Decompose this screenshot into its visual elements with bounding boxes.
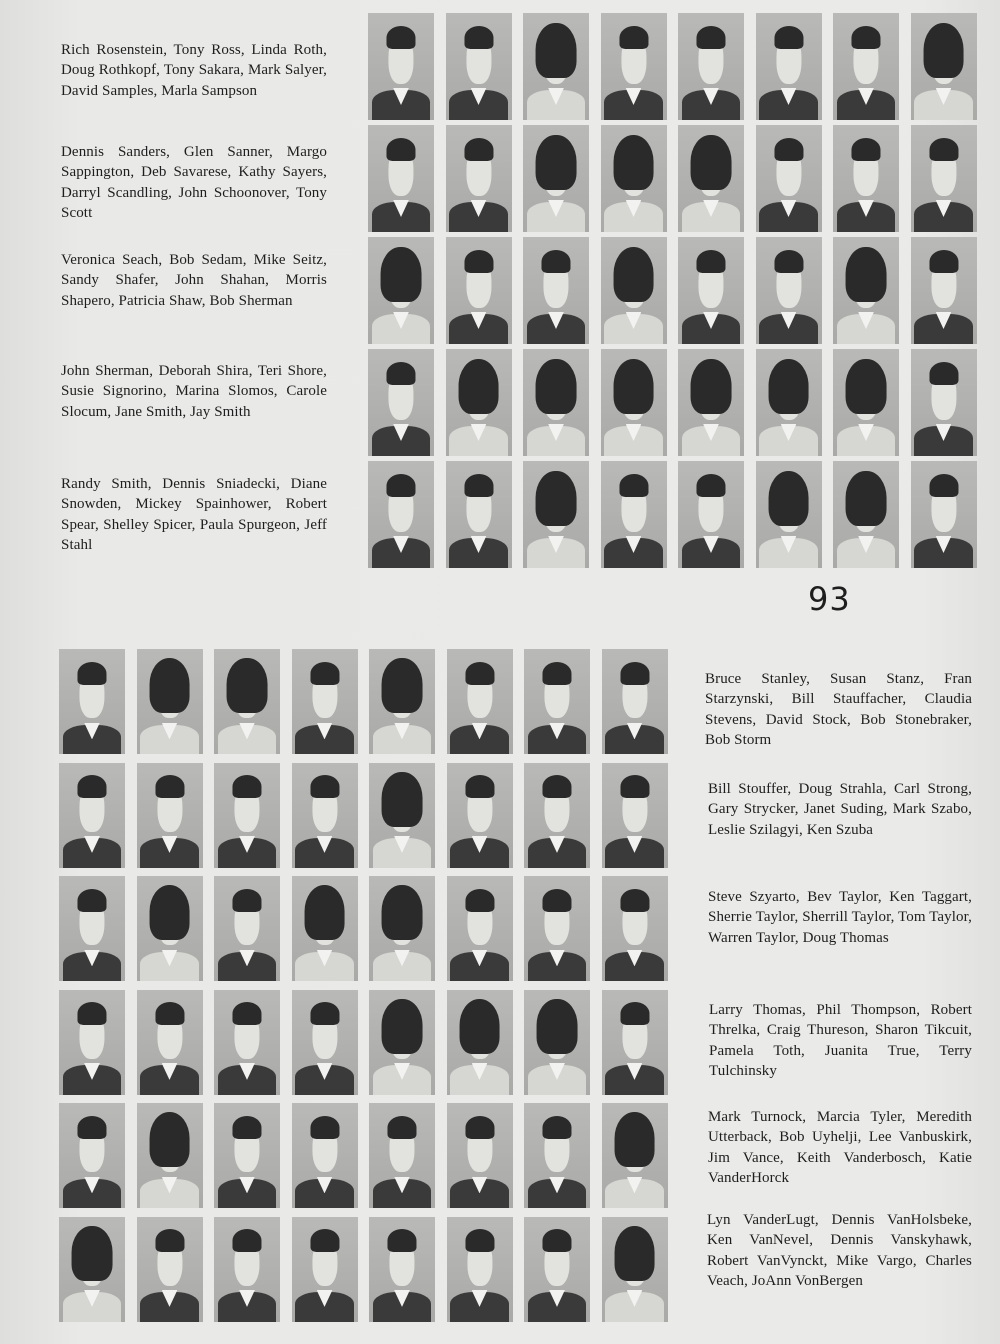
portrait-hair [382, 885, 423, 940]
portrait-hair [542, 662, 571, 685]
student-portrait [137, 763, 203, 868]
student-portrait [447, 763, 513, 868]
portrait-hair [382, 772, 423, 827]
student-portrait [833, 13, 899, 120]
student-portrait [524, 649, 590, 754]
portrait-hair [851, 26, 880, 50]
student-portrait [833, 349, 899, 456]
student-portrait [59, 876, 125, 981]
student-portrait [602, 1103, 668, 1208]
portrait-hair [851, 138, 880, 162]
student-portrait [292, 649, 358, 754]
bottom-photo-grid [59, 649, 668, 1322]
student-portrait [214, 876, 280, 981]
caption-top-2: Dennis Sanders, Glen Sanner, Margo Sappington, Deb Savarese, Kathy Sayers, Darryl Scandling, John Schoonover, Tony Scott [61, 144, 327, 221]
student-portrait [678, 349, 744, 456]
student-portrait [678, 125, 744, 232]
portrait-hair [620, 775, 649, 798]
portrait-hair [465, 889, 494, 912]
portrait-hair [620, 1002, 649, 1025]
portrait-hair [386, 138, 415, 162]
student-portrait [523, 237, 589, 344]
student-portrait [292, 763, 358, 868]
portrait-hair [387, 1229, 416, 1252]
student-portrait [524, 990, 590, 1095]
student-portrait [833, 461, 899, 568]
student-portrait [602, 763, 668, 868]
student-portrait [446, 349, 512, 456]
portrait-hair [536, 135, 577, 191]
portrait-hair [232, 1116, 261, 1139]
portrait-hair [542, 1116, 571, 1139]
portrait-hair [386, 26, 415, 50]
portrait-hair [310, 1116, 339, 1139]
portrait-hair [304, 885, 345, 940]
student-portrait [369, 876, 435, 981]
student-portrait [446, 461, 512, 568]
portrait-hair [620, 889, 649, 912]
portrait-hair [155, 775, 184, 798]
student-portrait [214, 1217, 280, 1322]
student-portrait [523, 461, 589, 568]
student-portrait [602, 876, 668, 981]
portrait-hair [614, 1226, 655, 1281]
portrait-hair [232, 889, 261, 912]
portrait-hair [614, 1112, 655, 1167]
student-portrait [368, 461, 434, 568]
portrait-hair [77, 1116, 106, 1139]
portrait-hair [310, 1229, 339, 1252]
portrait-hair [537, 999, 578, 1054]
portrait-hair [464, 250, 493, 274]
student-portrait [292, 1217, 358, 1322]
portrait-hair [464, 26, 493, 50]
caption-top-5: Randy Smith, Dennis Sniadecki, Diane Snowden, Mickey Spainhower, Robert Spear, Shelley Spicer, Paula Spurgeon, Jeff Stahl [61, 476, 327, 553]
portrait-hair [536, 359, 577, 415]
portrait-hair [149, 658, 190, 713]
portrait-hair [465, 1116, 494, 1139]
portrait-hair [542, 889, 571, 912]
student-portrait [368, 125, 434, 232]
portrait-hair [310, 662, 339, 685]
caption-bottom-3: Steve Szyarto, Bev Taylor, Ken Taggart, Sherrie Taylor, Sherrill Taylor, Tom Taylor, Warren Taylor, Doug Thomas [708, 889, 972, 946]
portrait-hair [929, 138, 958, 162]
portrait-hair [774, 138, 803, 162]
student-portrait [368, 13, 434, 120]
student-portrait [447, 649, 513, 754]
portrait-hair [387, 1116, 416, 1139]
student-portrait [59, 1103, 125, 1208]
portrait-hair [542, 775, 571, 798]
student-portrait [756, 237, 822, 344]
portrait-hair [929, 250, 958, 274]
portrait-hair [929, 362, 958, 386]
student-portrait [369, 990, 435, 1095]
portrait-hair [691, 135, 732, 191]
student-portrait [446, 237, 512, 344]
student-portrait [601, 13, 667, 120]
portrait-hair [613, 247, 654, 303]
student-portrait [678, 237, 744, 344]
portrait-hair [382, 999, 423, 1054]
page-number: 93 [808, 580, 851, 618]
student-portrait [602, 649, 668, 754]
portrait-hair [232, 1002, 261, 1025]
portrait-hair [923, 23, 964, 79]
student-portrait [292, 876, 358, 981]
student-portrait [137, 876, 203, 981]
portrait-hair [774, 26, 803, 50]
portrait-hair [155, 1229, 184, 1252]
caption-top-3: Veronica Seach, Bob Sedam, Mike Seitz, Sandy Shafer, John Shahan, Morris Shapero, Patricia Shaw, Bob Sherman [61, 252, 327, 309]
portrait-hair [310, 775, 339, 798]
portrait-hair [382, 658, 423, 713]
student-portrait [214, 763, 280, 868]
student-portrait [368, 349, 434, 456]
portrait-hair [691, 359, 732, 415]
portrait-hair [846, 359, 887, 415]
caption-top-1: Rich Rosenstein, Tony Ross, Linda Roth, Doug Rothkopf, Tony Sakara, Mark Salyer, David Samples, Marla Sampson [61, 42, 327, 99]
portrait-hair [232, 775, 261, 798]
student-portrait [524, 1103, 590, 1208]
portrait-hair [464, 138, 493, 162]
portrait-hair [149, 885, 190, 940]
student-portrait [756, 349, 822, 456]
portrait-hair [846, 247, 887, 303]
portrait-hair [542, 1229, 571, 1252]
portrait-hair [620, 662, 649, 685]
student-portrait [678, 13, 744, 120]
student-portrait [137, 990, 203, 1095]
student-portrait [368, 237, 434, 344]
student-portrait [59, 763, 125, 868]
portrait-hair [77, 775, 106, 798]
portrait-hair [696, 474, 725, 498]
student-portrait [756, 125, 822, 232]
student-portrait [911, 461, 977, 568]
student-portrait [523, 349, 589, 456]
portrait-hair [774, 250, 803, 274]
student-portrait [59, 990, 125, 1095]
student-portrait [59, 1217, 125, 1322]
top-photo-grid [368, 13, 977, 568]
student-portrait [369, 649, 435, 754]
portrait-hair [386, 362, 415, 386]
portrait-hair [696, 250, 725, 274]
portrait-hair [227, 658, 268, 713]
student-portrait [833, 125, 899, 232]
student-portrait [524, 763, 590, 868]
portrait-hair [464, 474, 493, 498]
portrait-hair [465, 1229, 494, 1252]
student-portrait [59, 649, 125, 754]
portrait-hair [72, 1226, 113, 1281]
portrait-hair [536, 471, 577, 527]
portrait-hair [459, 999, 500, 1054]
student-portrait [137, 1217, 203, 1322]
portrait-hair [929, 474, 958, 498]
caption-bottom-6: Lyn VanderLugt, Dennis VanHolsbeke, Ken VanNevel, Dennis Vanskyhawk, Robert VanVynckt, Mike Vargo, Charles Veach, JoAnn VonBergen [707, 1212, 972, 1289]
student-portrait [756, 461, 822, 568]
portrait-hair [77, 1002, 106, 1025]
student-portrait [678, 461, 744, 568]
student-portrait [601, 237, 667, 344]
caption-bottom-2: Bill Stouffer, Doug Strahla, Carl Strong, Gary Strycker, Janet Suding, Mark Szabo, Leslie Szilagyi, Ken Szuba [708, 781, 972, 838]
portrait-hair [77, 662, 106, 685]
portrait-hair [310, 1002, 339, 1025]
student-portrait [602, 1217, 668, 1322]
portrait-hair [613, 135, 654, 191]
portrait-hair [155, 1002, 184, 1025]
student-portrait [369, 763, 435, 868]
portrait-hair [613, 359, 654, 415]
student-portrait [523, 13, 589, 120]
student-portrait [524, 876, 590, 981]
portrait-hair [232, 1229, 261, 1252]
student-portrait [214, 990, 280, 1095]
student-portrait [214, 649, 280, 754]
caption-top-4: John Sherman, Deborah Shira, Teri Shore, Susie Signorino, Marina Slomos, Carole Slocum, Jane Smith, Jay Smith [61, 363, 327, 420]
student-portrait [523, 125, 589, 232]
student-portrait [447, 1217, 513, 1322]
caption-bottom-4: Larry Thomas, Phil Thompson, Robert Threlka, Craig Thureson, Sharon Tikcuit, Pamela Toth, Juanita True, Terry Tulchinsky [709, 1002, 972, 1079]
student-portrait [756, 13, 822, 120]
student-portrait [447, 1103, 513, 1208]
caption-bottom-1: Bruce Stanley, Susan Stanz, Fran Starzynski, Bill Stauffacher, Claudia Stevens, David Stock, Bob Stonebraker, Bob Storm [705, 671, 972, 748]
student-portrait [911, 349, 977, 456]
student-portrait [911, 237, 977, 344]
student-portrait [447, 876, 513, 981]
student-portrait [601, 461, 667, 568]
portrait-hair [458, 359, 499, 415]
portrait-hair [536, 23, 577, 79]
portrait-hair [619, 474, 648, 498]
student-portrait [447, 990, 513, 1095]
student-portrait [292, 1103, 358, 1208]
student-portrait [524, 1217, 590, 1322]
student-portrait [601, 125, 667, 232]
student-portrait [446, 125, 512, 232]
portrait-hair [381, 247, 422, 303]
portrait-hair [465, 775, 494, 798]
student-portrait [602, 990, 668, 1095]
student-portrait [369, 1217, 435, 1322]
student-portrait [446, 13, 512, 120]
student-portrait [911, 13, 977, 120]
student-portrait [137, 649, 203, 754]
caption-bottom-5: Mark Turnock, Marcia Tyler, Meredith Utterback, Bob Uyhelji, Lee Vanbuskirk, Jim Vance, Keith Vanderbosch, Katie VanderHorck [708, 1109, 972, 1186]
portrait-hair [541, 250, 570, 274]
student-portrait [369, 1103, 435, 1208]
student-portrait [214, 1103, 280, 1208]
student-portrait [137, 1103, 203, 1208]
portrait-hair [696, 26, 725, 50]
student-portrait [292, 990, 358, 1095]
portrait-hair [768, 359, 809, 415]
portrait-hair [149, 1112, 190, 1167]
portrait-hair [465, 662, 494, 685]
student-portrait [601, 349, 667, 456]
portrait-hair [846, 471, 887, 527]
portrait-hair [386, 474, 415, 498]
portrait-hair [619, 26, 648, 50]
student-portrait [833, 237, 899, 344]
portrait-hair [77, 889, 106, 912]
portrait-hair [768, 471, 809, 527]
student-portrait [911, 125, 977, 232]
